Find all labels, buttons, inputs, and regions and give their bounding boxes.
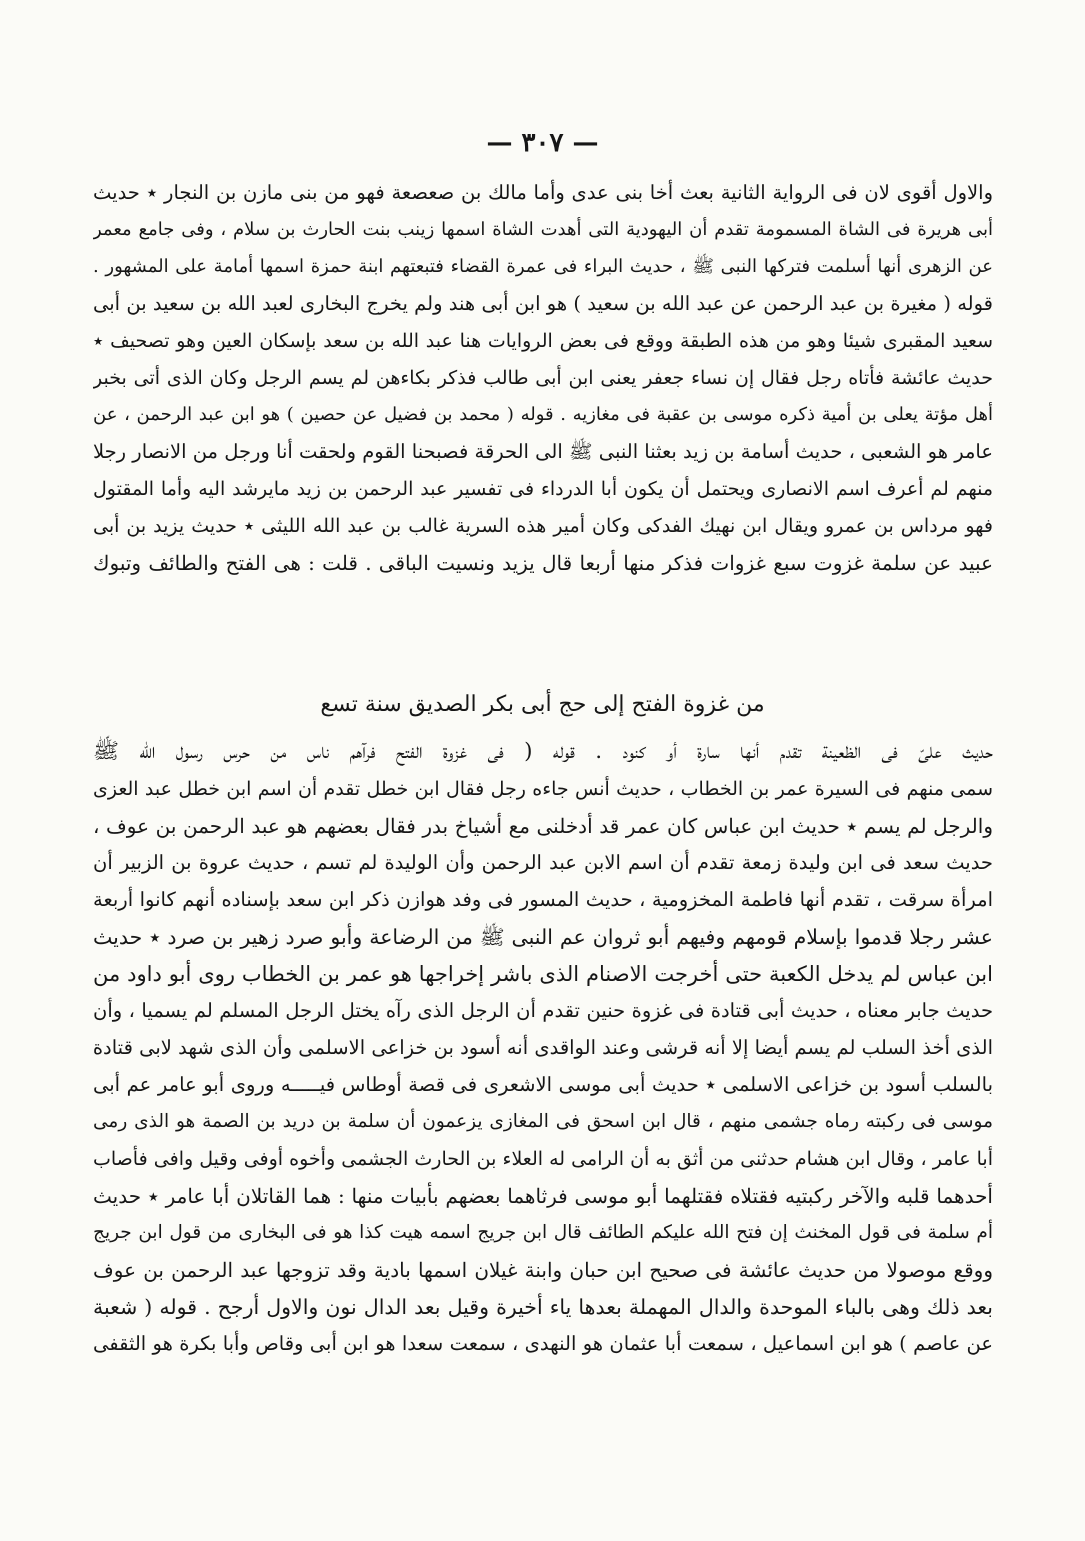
text-line: منهم لم أعرف اسم الانصارى ويحتمل أن يكون أبا الدرداء فى تفسير عبد الرحمن بن زيد مايرشد اليه وأما المقتول xyxy=(93,478,993,500)
page-number: — ٣٠٧ — xyxy=(486,128,599,158)
text-line: أم سلمة فى قول المخنث إن فتح الله عليكم الطائف قال ابن جريج اسمه هيت كذا هو فى البخارى من قول ابن جريج xyxy=(93,1222,993,1243)
text-line: فهو مرداس بن عمرو ويقال ابن نهيك الفدكى وكان أمير هذه السرية غالب بن عبد الله الليثى ٭ حديث يزيد بن أبى xyxy=(93,515,993,537)
text-line: موسى فى ركبته رماه جشمى منهم ، قال ابن اسحق فى المغازى يزعمون أن سلمة بن دريد بن الصمة هو الذى رمى xyxy=(93,1111,993,1132)
text-line: عشر رجلا قدموا بإسلام قومهم وفيهم أبو ثروان عم النبى ﷺ من الرضاعة وأبو صرد زهير بن صرد ٭ حديث xyxy=(93,925,993,949)
text-line: حديث عائشة فأتاه رجل فقال إن نساء جعفر يعنى ابن أبى طالب فذكر بكاءهن لم يسم الرجل وكان الذى أتى بخبر xyxy=(93,367,993,389)
text-line: أبى هريرة فى الشاة المسمومة تقدم أن اليهودية التى أهدت الشاة اسمها زينب بنت الحارث بن سلام ، وفى جامع معمر xyxy=(93,219,993,240)
text-line: عبيد عن سلمة غزوت سبع غزوات فذكر منها أربعا قال يزيد ونسيت الباقى . قلت : هى الفتح والطائف وتبوك xyxy=(93,551,993,575)
text-line: عن عاصم ) هو ابن اسماعيل ، سمعت أبا عثمان هو النهدى ، سمعت سعدا هو ابن أبى وقاص وأبا بكرة هو الثقفى xyxy=(93,1332,993,1355)
text-line: عامر هو الشعبى ، حديث أسامة بن زيد بعثنا النبى ﷺ الى الحرقة فصبحنا القوم ولحقت أنا ورجل من الانصار رجلا xyxy=(93,440,993,463)
text-line: سمى منهم فى السيرة عمر بن الخطاب ، حديث أنس جاءه رجل فقال ابن خطل تقدم أن اسم ابن خطل عبد العزى xyxy=(93,778,993,800)
text-line: عن الزهرى أنها أسلمت فتركها النبى ﷺ ، حديث البراء فى عمرة القضاء فتبعتهم ابنة حمزة اسمها أمامة على المشهور . xyxy=(93,256,993,277)
text-line: سعيد المقبرى شيئا وهو من هذه الطبقة ووقع فى بعض الروايات هنا عبد الله بن سعد بإسكان العين وهو تصحيف ٭ xyxy=(93,330,993,352)
text-line: بعد ذلك وهى بالباء الموحدة والدال المهملة بعدها ياء أخيرة وقيل بعد الدال نون والاول أرجح . قوله ( شعبة xyxy=(93,1295,993,1319)
text-line: امرأة سرقت ، تقدم أنها فاطمة المخزومية ، حديث المسور فى وفد هوازن ذكر ابن سعد بإسناده أنهم كانوا أربعة xyxy=(93,888,993,911)
text-line: ووقع موصولا من حديث عائشة فى صحيح ابن حبان وابنة غيلان اسمها بادية وقد تزوجها عبد الرحمن بن عوف xyxy=(93,1258,993,1282)
text-line: حديث علىّ فى الظعينة تقدم أنها سارة أو كنود . قوله ( فى غزوة الفتح فرآهم ناس من حرس رسول الله ﷺ xyxy=(93,739,993,764)
text-line: بالسلب أسود بن خزاعى الاسلمى ٭ حديث أبى موسى الاشعرى فى قصة أوطاس فيـــــه وروى أبو عامر عم أبى xyxy=(93,1073,993,1096)
text-line: حديث سعد فى ابن وليدة زمعة تقدم أن اسم الابن عبد الرحمن وأن الوليدة لم تسم ، حديث عروة بن الزبير أن xyxy=(93,851,993,874)
text-line: الذى أخذ السلب لم يسم أيضا إلا أنه قرشى وعند الواقدى أنه أسود بن خزاعى الاسلمى وأن الذى شهد لابى قتادة xyxy=(93,1036,993,1059)
text-line: قوله ( مغيرة بن عبد الرحمن عن عبد الله بن سعيد ) هو ابن أبى هند ولم يخرج البخارى لعبد الله بن سعيد بن أبى xyxy=(93,292,993,315)
text-line: حديث جابر معناه ، حديث أبى قتادة فى غزوة حنين تقدم أن الرجل الذى رآه يختل الرجل المسلم لم يسميا ، وأن xyxy=(93,999,993,1022)
text-line: أحدهما قلبه والآخر ركبتيه فقتلاه فقتلهما أبو موسى فرثاهما بعضهم بأبيات منها : هما القاتلان أبا عامر ٭ حديث xyxy=(93,1184,993,1208)
text-line: أهل مؤتة يعلى بن أمية ذكره موسى بن عقبة فى مغازيه . قوله ( محمد بن فضيل عن حصين ) هو ابن عبد الرحمن ، عن xyxy=(93,404,993,425)
section-heading: من غزوة الفتح إلى حج أبى بكر الصديق سنة تسع xyxy=(320,692,765,717)
text-line: ابن عباس لم يدخل الكعبة حتى أخرجت الاصنام الذى باشر إخراجها هو عمر بن الخطاب روى أبو داود من xyxy=(93,962,993,986)
text-line: والرجل لم يسم ٭ حديث ابن عباس كان عمر قد أدخلنى مع أشياخ بدر فقال بعضهم هو عبد الرحمن بن عوف ، xyxy=(93,814,993,838)
text-line: والاول أقوى لان فى الرواية الثانية بعث أخا بنى عدى وأما مالك بن صعصعة فهو من بنى مازن بن النجار ٭ حديث xyxy=(93,181,993,204)
text-line: أبا عامر ، وقال ابن هشام حدثنى من أثق به أن الرامى له العلاء بن الحارث الجشمى وأخوه أوفى وقيل وافى فأصاب xyxy=(93,1148,993,1170)
